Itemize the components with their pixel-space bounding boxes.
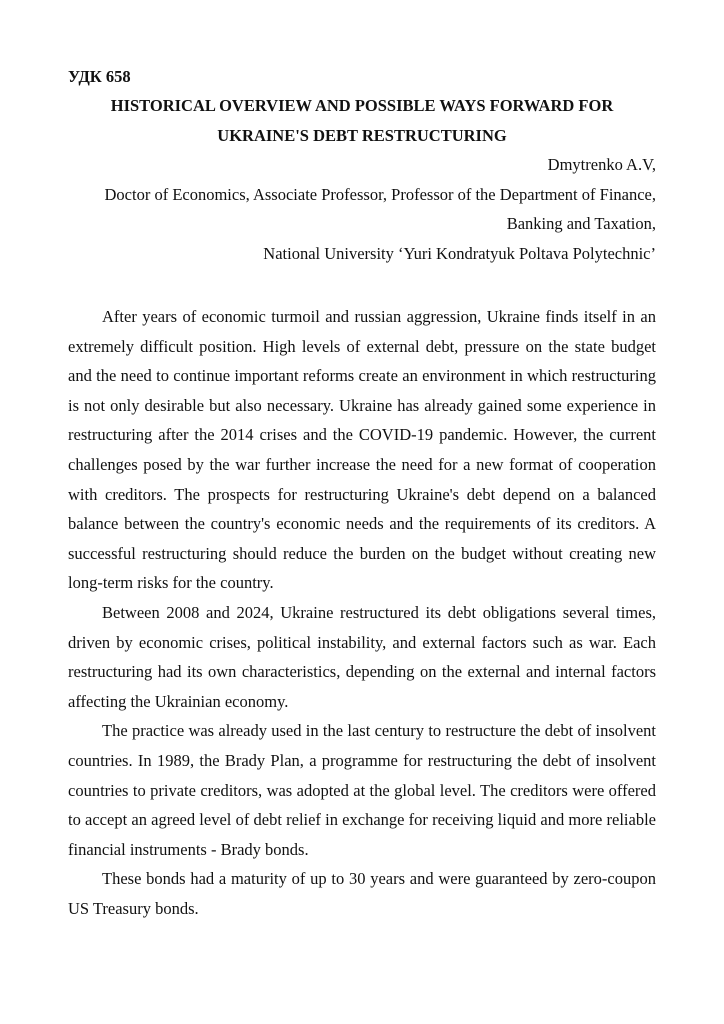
body-paragraph-1: After years of economic turmoil and russian aggression, Ukraine finds itself in an extremely difficult position. High levels of external debt, pressure on the state budget and the need to continue important reforms create an environment in which restructuring is not only desirable but also necessary. Ukraine has already gained some experience in restructuring after the 2014 crises and the COVID-19 pandemic. However, the current challenges posed by the war further increase the need for a new format of cooperation with creditors. The prospects for restructuring Ukraine's debt depend on a balanced balance between the country's economic needs and the requirements of its creditors. A successful restructuring should reduce the burden on the budget without creating new long-term risks for the country. [68, 307, 656, 593]
article-title [68, 91, 656, 150]
author-name: Dmytrenko A.V, [547, 155, 656, 174]
author-position-line-1: Doctor of Economics, Associate Professor, Professor of the Department of Finance, [104, 184, 656, 204]
body-paragraph-4: These bonds had a maturity of up to 30 years and were guaranteed by zero-coupon US Treasury bonds. [68, 869, 656, 918]
section-spacer [68, 268, 656, 302]
article-title-line-1: HISTORICAL OVERVIEW AND POSSIBLE WAYS FORWARD FOR [110, 96, 614, 115]
document-page [68, 62, 656, 923]
author-block [68, 150, 656, 268]
body-paragraph-3: The practice was already used in the last century to restructure the debt of insolvent countries. In 1989, the Brady Plan, a programme for restructuring the debt of insolvent countries to private creditors, was adopted at the global level. The creditors were offered to accept an agreed level of debt relief in exchange for receiving liquid and more reliable financial instruments - Brady bonds. [68, 721, 656, 859]
author-affiliation: National University ‘Yuri Kondratyuk Poltava Polytechnic’ [263, 243, 656, 263]
body-paragraph-2: Between 2008 and 2024, Ukraine restructured its debt obligations several times, driven by economic crises, political instability, and external factors such as war. Each restructuring had its own characteristics, depending on the external and internal factors affecting the Ukrainian economy. [68, 602, 656, 711]
author-position-line-2: Banking and Taxation, [506, 214, 656, 233]
udk-code: УДК 658 [68, 67, 131, 86]
article-title-line-2: UKRAINE'S DEBT RESTRUCTURING [217, 125, 507, 145]
article-body [68, 302, 656, 923]
